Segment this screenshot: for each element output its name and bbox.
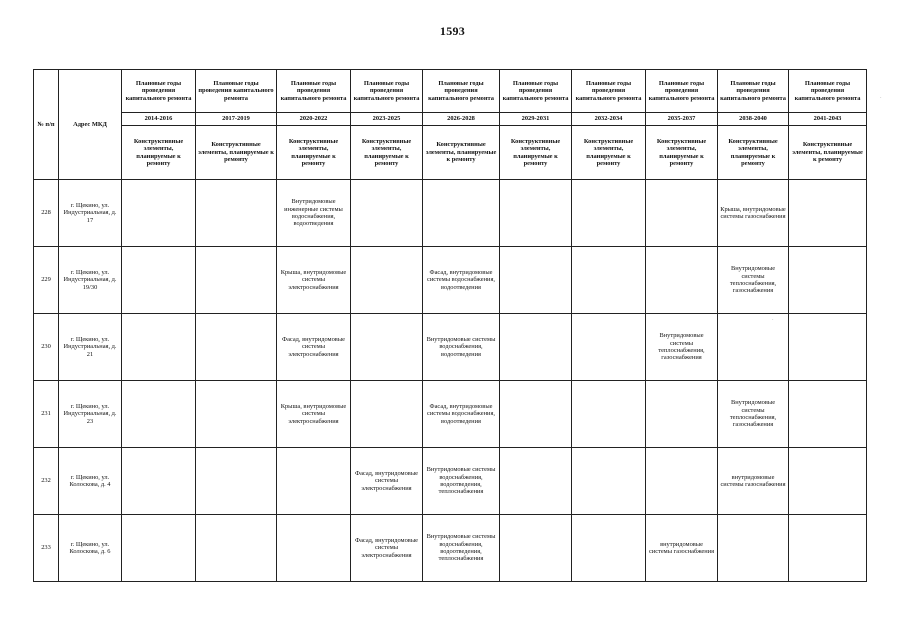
row-cell: [277, 515, 351, 582]
header-period-title: Плановые годы проведения капитального ремонта: [718, 70, 789, 113]
row-cell: Фасад, внутридомовые системы водоснабжения, водоотведения: [423, 381, 500, 448]
row-cell: [500, 247, 572, 314]
header-elements: Конструктивные элементы, планируемые к ремонту: [277, 126, 351, 180]
header-period-title: Плановые годы проведения капитального ремонта: [277, 70, 351, 113]
header-period-title: Плановые годы проведения капитального ремонта: [351, 70, 423, 113]
row-number: 231: [34, 381, 59, 448]
row-cell: [351, 381, 423, 448]
header-address: Адрес МКД: [59, 70, 122, 180]
header-years: 2020-2022: [277, 113, 351, 126]
row-cell: [572, 314, 646, 381]
row-cell: [789, 381, 867, 448]
row-cell: Крыша, внутридомовые системы газоснабжения: [718, 180, 789, 247]
row-cell: Внутридомовые системы теплоснабжения, газоснабжения: [718, 247, 789, 314]
page-number: 1593: [439, 24, 466, 38]
row-cell: внутридомовые системы газоснабжения: [718, 448, 789, 515]
header-elements: Конструктивные элементы, планируемые к ремонту: [572, 126, 646, 180]
row-cell: [572, 448, 646, 515]
row-cell: [196, 381, 277, 448]
row-cell: [122, 180, 196, 247]
row-cell: Крыша, внутридомовые системы электроснабжения: [277, 381, 351, 448]
table-row: [34, 314, 867, 381]
row-cell: [423, 180, 500, 247]
row-address: г. Щекино, ул. Колоскова, д. 6: [59, 515, 122, 582]
row-cell: [196, 314, 277, 381]
scan-speck: ·: [880, 96, 882, 101]
header-period-title: Плановые годы проведения капитального ремонта: [423, 70, 500, 113]
header-period-title: Плановые годы проведения капитального ремонта: [789, 70, 867, 113]
row-cell: [646, 180, 718, 247]
row-address: г. Щекино, ул. Индустриальная, д. 23: [59, 381, 122, 448]
header-years: 2029-2031: [500, 113, 572, 126]
header-elements: Конструктивные элементы, планируемые к ремонту: [789, 126, 867, 180]
row-cell: [500, 515, 572, 582]
header-elements: Конструктивные элементы, планируемые к ремонту: [196, 126, 277, 180]
table-row: [34, 247, 867, 314]
row-cell: [572, 247, 646, 314]
row-cell: [789, 180, 867, 247]
header-elements: Конструктивные элементы, планируемые к ремонту: [646, 126, 718, 180]
table-row: [34, 180, 867, 247]
header-elements: Конструктивные элементы, планируемые к ремонту: [122, 126, 196, 180]
row-number: 233: [34, 515, 59, 582]
row-cell: Фасад, внутридомовые системы электроснабжения: [351, 515, 423, 582]
header-row-titles: [34, 70, 867, 113]
table-body: [34, 180, 867, 582]
header-period-title: Плановые годы проведения капитального ремонта: [646, 70, 718, 113]
row-cell: Внутридомовые системы теплоснабжения, газоснабжения: [718, 381, 789, 448]
row-cell: [572, 515, 646, 582]
header-row-years: [34, 113, 867, 126]
header-elements: Конструктивные элементы, планируемые к ремонту: [423, 126, 500, 180]
scan-speck: ·: [772, 318, 774, 323]
header-years: 2017-2019: [196, 113, 277, 126]
row-cell: [572, 381, 646, 448]
row-cell: [122, 515, 196, 582]
row-cell: [277, 448, 351, 515]
header-num: № п/п: [34, 70, 59, 180]
row-cell: [122, 381, 196, 448]
header-years: 2023-2025: [351, 113, 423, 126]
capital-repair-table: [33, 69, 867, 582]
row-cell: [500, 448, 572, 515]
row-cell: [718, 515, 789, 582]
row-address: г. Щекино, ул. Индустриальная, д. 21: [59, 314, 122, 381]
row-cell: [500, 314, 572, 381]
table-row: [34, 515, 867, 582]
row-number: 228: [34, 180, 59, 247]
row-address: г. Щекино, ул. Индустриальная, д. 17: [59, 180, 122, 247]
header-years: 2032-2034: [572, 113, 646, 126]
row-cell: Внутридомовые системы водоснабжения, водоотведения, теплоснабжения: [423, 448, 500, 515]
row-cell: Внутридомовые системы теплоснабжения, газоснабжения: [646, 314, 718, 381]
row-cell: [646, 381, 718, 448]
row-cell: [718, 314, 789, 381]
header-years: 2026-2028: [423, 113, 500, 126]
row-cell: [122, 448, 196, 515]
row-cell: [789, 448, 867, 515]
row-cell: [196, 448, 277, 515]
header-row-elements: [34, 126, 867, 180]
row-number: 230: [34, 314, 59, 381]
table-row: [34, 448, 867, 515]
row-number: 232: [34, 448, 59, 515]
row-address: г. Щекино, ул. Колоскова, д. 4: [59, 448, 122, 515]
row-cell: [196, 180, 277, 247]
row-cell: Внутридомовые системы водоснабжения, водоотведения, теплоснабжения: [423, 515, 500, 582]
header-years: 2041-2043: [789, 113, 867, 126]
header-elements: Конструктивные элементы, планируемые к ремонту: [500, 126, 572, 180]
table-row: [34, 381, 867, 448]
header-period-title: Плановые годы проведения капитального ремонта: [500, 70, 572, 113]
header-period-title: Плановые годы проведения капитального ремонта: [196, 70, 277, 113]
header-years: 2038-2040: [718, 113, 789, 126]
row-cell: Фасад, внутридомовые системы водоснабжения, водоотведения: [423, 247, 500, 314]
row-cell: [196, 247, 277, 314]
header-period-title: Плановые годы проведения капитального ремонта: [122, 70, 196, 113]
row-cell: Фасад, внутридомовые системы электроснабжения: [277, 314, 351, 381]
row-cell: [351, 314, 423, 381]
row-cell: [789, 247, 867, 314]
row-cell: Внутридомовые инженерные системы водоснабжения, водоотведения: [277, 180, 351, 247]
row-cell: Фасад, внутридомовые системы электроснабжения: [351, 448, 423, 515]
row-number: 229: [34, 247, 59, 314]
row-cell: [196, 515, 277, 582]
row-cell: Внутридомовые системы водоснабжения, водоотведения: [423, 314, 500, 381]
row-cell: [351, 180, 423, 247]
row-cell: [789, 515, 867, 582]
row-cell: [646, 448, 718, 515]
header-years: 2035-2037: [646, 113, 718, 126]
header-years: 2014-2016: [122, 113, 196, 126]
row-cell: Крыша, внутридомовые системы электроснабжения: [277, 247, 351, 314]
row-cell: [122, 314, 196, 381]
row-cell: [789, 314, 867, 381]
row-cell: [646, 247, 718, 314]
header-period-title: Плановые годы проведения капитального ремонта: [572, 70, 646, 113]
row-cell: внутридомовые системы газоснабжения: [646, 515, 718, 582]
header-elements: Конструктивные элементы, планируемые к ремонту: [351, 126, 423, 180]
row-cell: [122, 247, 196, 314]
row-address: г. Щекино, ул. Индустриальная, д. 19/30: [59, 247, 122, 314]
row-cell: [500, 381, 572, 448]
row-cell: [351, 247, 423, 314]
row-cell: [572, 180, 646, 247]
header-elements: Конструктивные элементы, планируемые к ремонту: [718, 126, 789, 180]
row-cell: [500, 180, 572, 247]
